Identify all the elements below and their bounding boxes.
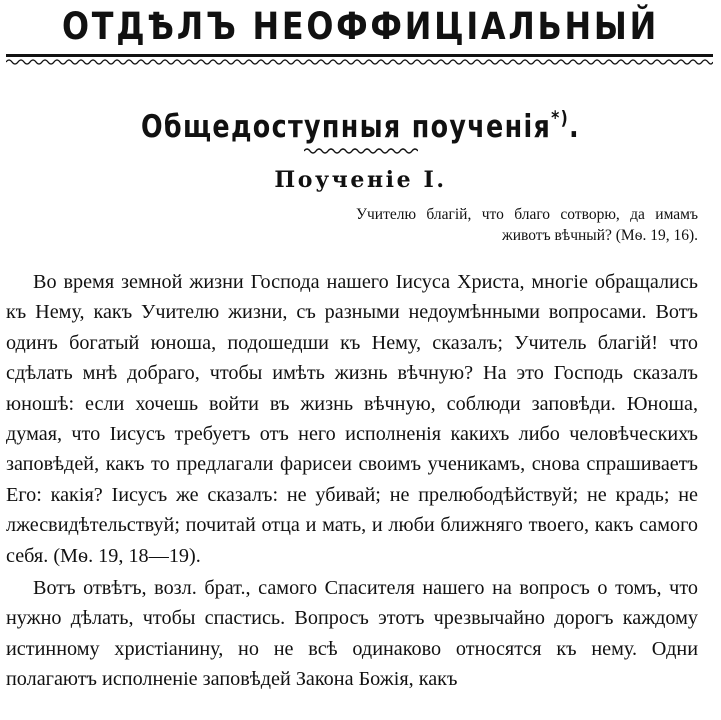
section-heading: ОТДѢЛЪ НЕОФФИЦІАЛЬНЫЙ	[61, 5, 660, 48]
paragraph-2: Вотъ отвѣтъ, возл. брат., самого Спасителя нашего на вопросъ о томъ, что нужно дѣлать, чтобы спастись. Вопросъ этотъ чрезвычайно дорогъ каждому истинному христіанину, но не всѣ одинаково относятся къ нему. Одни полагаютъ исполненіе заповѣдей Закона Божія, какъ	[6, 577, 698, 691]
body-text	[6, 267, 698, 697]
wavy-rule-ornament	[6, 58, 713, 66]
article-title-period: .	[569, 109, 580, 145]
epigraph: Учителю благій, что благо сотворю, да имамъ животъ вѣчный? (Мѳ. 19, 16).	[356, 206, 698, 244]
paragraph-1: Во время земной жизни Господа нашего Іисуса Христа, многіе обращались къ Нему, какъ Учителю жизни, съ разными недоумѣнными вопросами. Вотъ одинъ богатый юноша, подошедши къ Нему, сказалъ; Учитель благій! что сдѣлать мнѣ добраго, чтобы имѣть жизнь вѣчную? На это Господь сказалъ юношѣ: если хочешь войти въ жизнь вѣчную, соблюди заповѣди. Юноша, думая, что Іисусъ требуетъ отъ него исполненія какихъ либо человѣческихъ заповѣдей, какъ то предлагали фарисеи своимъ ученикамъ, снова спрашиваетъ Его: какія? Іисусъ же сказалъ: не убивай; не прелюбодѣйствуй; не крадь; не лжесвидѣтельствуй; почитай отца и мать, и люби ближняго твоего, какъ самого себя. (Мѳ. 19, 18—19).	[6, 271, 698, 567]
heading-rule	[6, 54, 713, 57]
lesson-subtitle: Поученіе I.	[274, 167, 447, 193]
footnote-marker: *)	[551, 107, 570, 129]
title-wave-ornament	[304, 146, 418, 156]
article-title-text: Общедоступныя поученія	[141, 109, 552, 145]
